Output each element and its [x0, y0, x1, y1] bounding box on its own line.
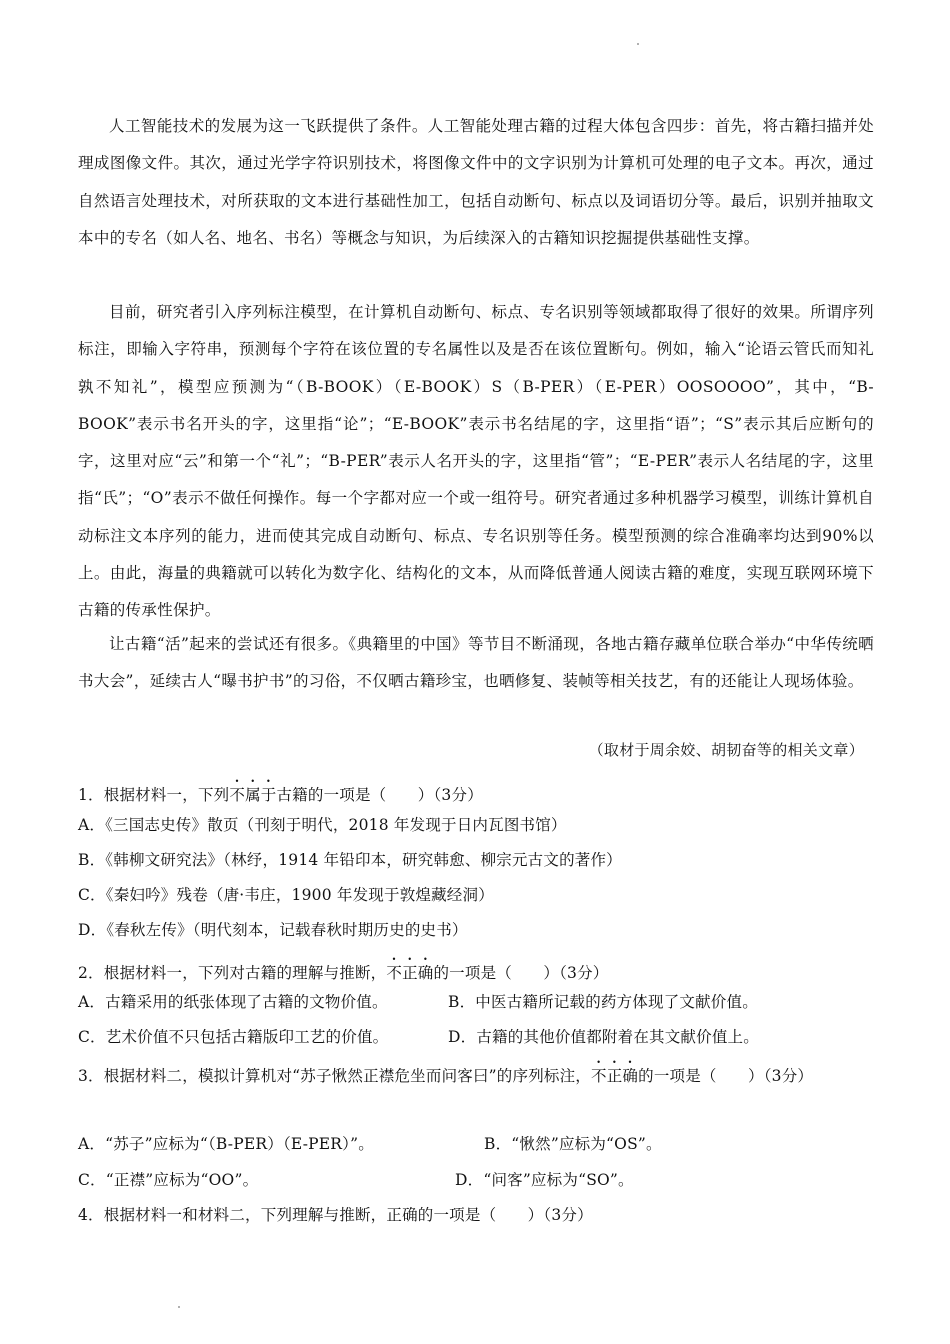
q1-stem-before: 1．根据材料一，下列	[78, 786, 230, 804]
passage-paragraph-2: 目前，研究者引入序列标注模型，在计算机自动断句、标点、专名识别等领域都取得了很好的效果。所谓序列标注，即输入字符串，预测每个字符在该位置的专名属性以及是否在该位置断句。例如，输入“论语云管氏而知礼孰不知礼”，模型应预测为“（B-BOOK）（E-BOOK）S（B-PER）（E-PER）OOSOOOO”，其中，“B-BOOK”表示书名开头的字，这里指“论”；“E-BOOK”表示书名结尾的字，这里指“语”；“S”表示其后应断句的字，这里对应“云”和第一个“礼”；“B-PER”表示人名开头的字，这里指“管”；“E-PER”表示人名结尾的字，这里指“氏”；“O”表示不做任何操作。每一个字都对应一个或一组符号。研究者通过多种机器学习模型，训练计算机自动标注文本序列的能力，进而使其完成自动断句、标点、专名识别等任务。模型预测的综合准确率均达到90%以上。由此，海量的典籍就可以转化为数字化、结构化的文本，从而降低普通人阅读古籍的难度，实现互联网环境下古籍的传承性保护。	[78, 303, 874, 620]
q2-emphasis: 不正确	[386, 964, 434, 982]
question-1-stem	[78, 777, 483, 805]
q1-stem-after: 古籍的一项是（ ）（3分）	[276, 786, 483, 804]
scan-speck	[178, 1306, 180, 1308]
q2-stem-after: 的一项是（ ）（3分）	[433, 964, 609, 982]
q2-option-d[interactable]: D．古籍的其他价值都附着在其文献价值上。	[448, 1028, 759, 1046]
source-citation: （取材于周余姣、胡韧奋等的相关文章）	[588, 741, 864, 759]
q1-emphasis: 不属于	[229, 786, 277, 804]
passage-paragraph-3: 让古籍“活”起来的尝试还有很多。《典籍里的中国》等节目不断涌现，各地古籍存藏单位联合举办“中华传统晒书大会”，延续古人“曝书护书”的习俗，不仅晒古籍珍宝，也晒修复、装帧等相关技艺，有的还能让人现场体验。	[78, 635, 874, 691]
q3-stem-before: 3．根据材料二，模拟计算机对“苏子愀然正襟危坐而问客曰”的序列标注，	[78, 1067, 592, 1085]
q3-option-b[interactable]: B．“愀然”应标为“OS”。	[484, 1135, 662, 1153]
q1-option-a[interactable]: A．《三国志史传》散页（刊刻于明代，2018 年发现于日内瓦图书馆）	[78, 816, 567, 834]
q2-option-c[interactable]: C．艺术价值不只包括古籍版印工艺的价值。	[78, 1028, 389, 1046]
q3-stem-after: 的一项是（ ）（3分）	[638, 1067, 814, 1085]
scan-speck	[637, 43, 639, 45]
question-4-stem: 4．根据材料一和材料二，下列理解与推断，正确的一项是（ ）（3分）	[78, 1206, 593, 1224]
q3-emphasis: 不正确	[591, 1067, 639, 1085]
passage-paragraph-1: 人工智能技术的发展为这一飞跃提供了条件。人工智能处理古籍的过程大体包含四步：首先，将古籍扫描并处理成图像文件。其次，通过光学字符识别技术，将图像文件中的文字识别为计算机可处理的电子文本。再次，通过自然语言处理技术，对所获取的文本进行基础性加工，包括自动断句、标点以及词语切分等。最后，识别并抽取文本中的专名（如人名、地名、书名）等概念与知识，为后续深入的古籍知识挖掘提供基础性支撑。	[78, 117, 874, 247]
q1-option-c[interactable]: C．《秦妇吟》残卷（唐·韦庄，1900 年发现于敦煌藏经洞）	[78, 886, 494, 904]
q2-option-a[interactable]: A．古籍采用的纸张体现了古籍的文物价值。	[78, 993, 388, 1011]
q1-option-d[interactable]: D．《春秋左传》（明代刻本，记载春秋时期历史的史书）	[78, 921, 468, 939]
q2-stem-before: 2．根据材料一，下列对古籍的理解与推断，	[78, 964, 387, 982]
question-2-stem	[78, 955, 609, 983]
q3-option-d[interactable]: D．“问客”应标为“SO”。	[455, 1171, 634, 1189]
q2-option-b[interactable]: B．中医古籍所记载的药方体现了文献价值。	[448, 993, 758, 1011]
q3-option-a[interactable]: A．“苏子”应标为“（B-PER）（E-PER）”。	[78, 1135, 374, 1153]
q1-option-b[interactable]: B．《韩柳文研究法》（林纾，1914 年铅印本，研究韩愈、柳宗元古文的著作）	[78, 851, 622, 869]
q3-option-c[interactable]: C．“正襟”应标为“OO”。	[78, 1171, 259, 1189]
question-3-stem	[78, 1058, 858, 1094]
